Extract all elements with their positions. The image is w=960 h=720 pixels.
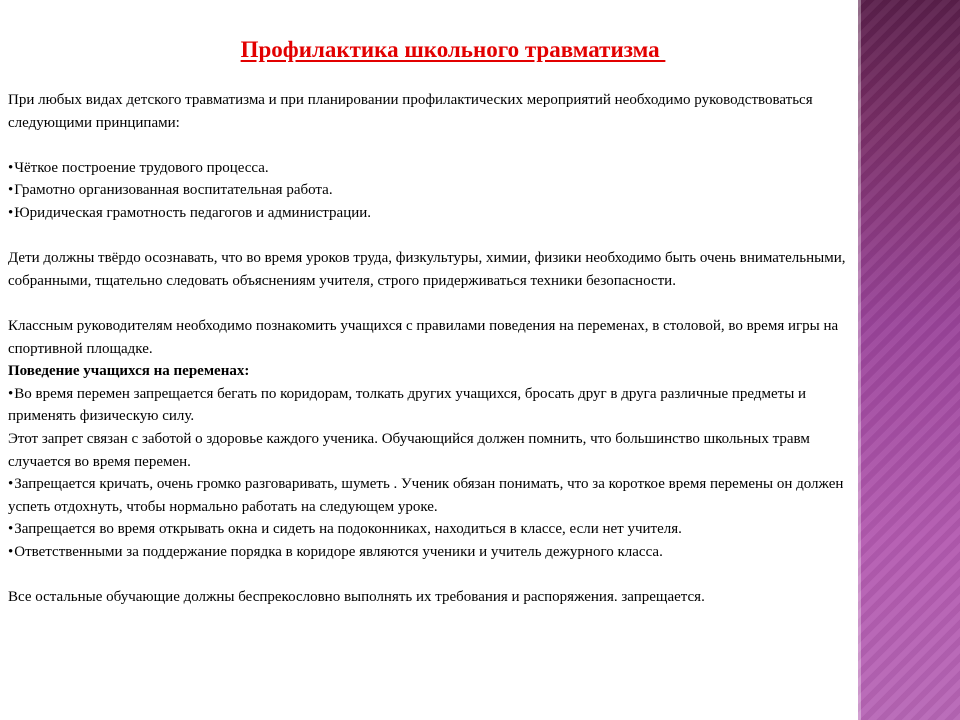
spacer [8, 563, 858, 586]
side-bar-edge [858, 0, 861, 720]
slide-body [8, 89, 858, 609]
spacer [8, 225, 858, 248]
teachers-paragraph: Классным руководителям необходимо познакомить учащихся с правилами поведения на переменах, в столовой, во время игры на спортивной площадке. [8, 317, 839, 357]
bullet-icon: • [8, 543, 14, 560]
intro-paragraph: При любых видах детского травматизма и при планировании профилактических мероприятий необходимо руководствоваться следующими принципами: [8, 92, 813, 131]
decorative-side-bar [858, 0, 960, 720]
bullet-icon: • [8, 476, 14, 493]
spacer [8, 292, 858, 315]
rule-item: •Ответственными за поддержание порядка в коридоре являются ученики и учитель дежурного класса. [8, 543, 663, 560]
principle-item: •Грамотно организованная воспитательная работа. [8, 182, 333, 199]
behavior-heading: Поведение учащихся на переменах: [8, 363, 250, 380]
spacer [8, 134, 858, 157]
bullet-icon: • [8, 182, 14, 199]
bullet-icon: • [8, 159, 14, 176]
page-title: Профилактика школьного травматизма [240, 37, 666, 62]
principle-item: •Чёткое построение трудового процесса. [8, 159, 269, 176]
rule-note: Этот запрет связан с заботой о здоровье каждого ученика. Обучающийся должен помнить, что большинство школьных травм случается во время перемен. [8, 430, 810, 470]
closing-paragraph: Все остальные обучающие должны беспрекословно выполнять их требования и распоряжения. запрещается. [8, 589, 705, 606]
bullet-icon: • [8, 521, 14, 538]
rule-item: •Во время перемен запрещается бегать по коридорам, толкать других учащихся, бросать друг в друга различные предметы и применять физическую силу. [8, 385, 807, 425]
rule-item: •Запрещается кричать, очень громко разговаривать, шуметь . Ученик обязан понимать, что за короткое время перемены он должен успеть отдохнуть, чтобы нормально работать на следующем уроке. [8, 476, 844, 515]
principle-item: •Юридическая грамотность педагогов и администрации. [8, 204, 372, 221]
bullet-icon: • [8, 204, 14, 221]
bullet-icon: • [8, 385, 14, 402]
rule-item: •Запрещается во время открывать окна и сидеть на подоконниках, находиться в классе, если нет учителя. [8, 521, 682, 538]
children-paragraph: Дети должны твёрдо осознавать, что во время уроков труда, физкультуры, химии, физики необходимо быть очень внимательными, собранными, тщательно следовать объяснениям учителя, строго придерживаться техники безопасности. [8, 250, 846, 289]
